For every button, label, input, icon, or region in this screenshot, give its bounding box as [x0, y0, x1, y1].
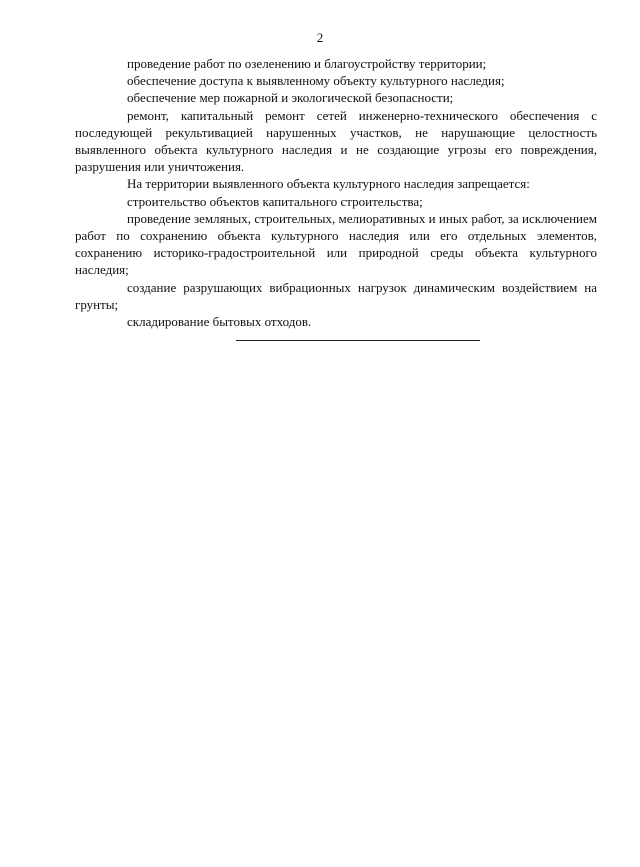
- paragraph-vibration: создание разрушающих вибрационных нагрузок динамическим воздействием на грунты;: [75, 279, 597, 312]
- closing-separator-line: [236, 340, 480, 341]
- paragraph-access: обеспечение доступа к выявленному объекту культурного наследия;: [127, 73, 505, 89]
- document-body: [75, 55, 597, 330]
- paragraph-construction: строительство объектов капитального строительства;: [127, 193, 423, 209]
- page-number: 2: [316, 30, 324, 45]
- paragraph-prohibited-heading: На территории выявленного объекта культурного наследия запрещается:: [127, 176, 530, 192]
- paragraph-earthworks: проведение земляных, строительных, мелиоративных и иных работ, за исключением работ по сохранению объекта культурного наследия или его отдельных элементов, сохранению историко-градостроительной или природной среды объекта культурного наследия;: [75, 210, 597, 278]
- paragraph-repair: ремонт, капитальный ремонт сетей инженерно-технического обеспечения с последующей рекультивацией нарушенных участков, не нарушающие целостность выявленного объекта культурного наследия и не создающие угрозы его повреждения, разрушения или уничтожения.: [75, 107, 597, 175]
- paragraph-safety: обеспечение мер пожарной и экологической безопасности;: [127, 90, 454, 106]
- paragraph-landscaping: проведение работ по озеленению и благоустройству территории;: [127, 56, 487, 71]
- paragraph-waste: складирование бытовых отходов.: [127, 314, 312, 330]
